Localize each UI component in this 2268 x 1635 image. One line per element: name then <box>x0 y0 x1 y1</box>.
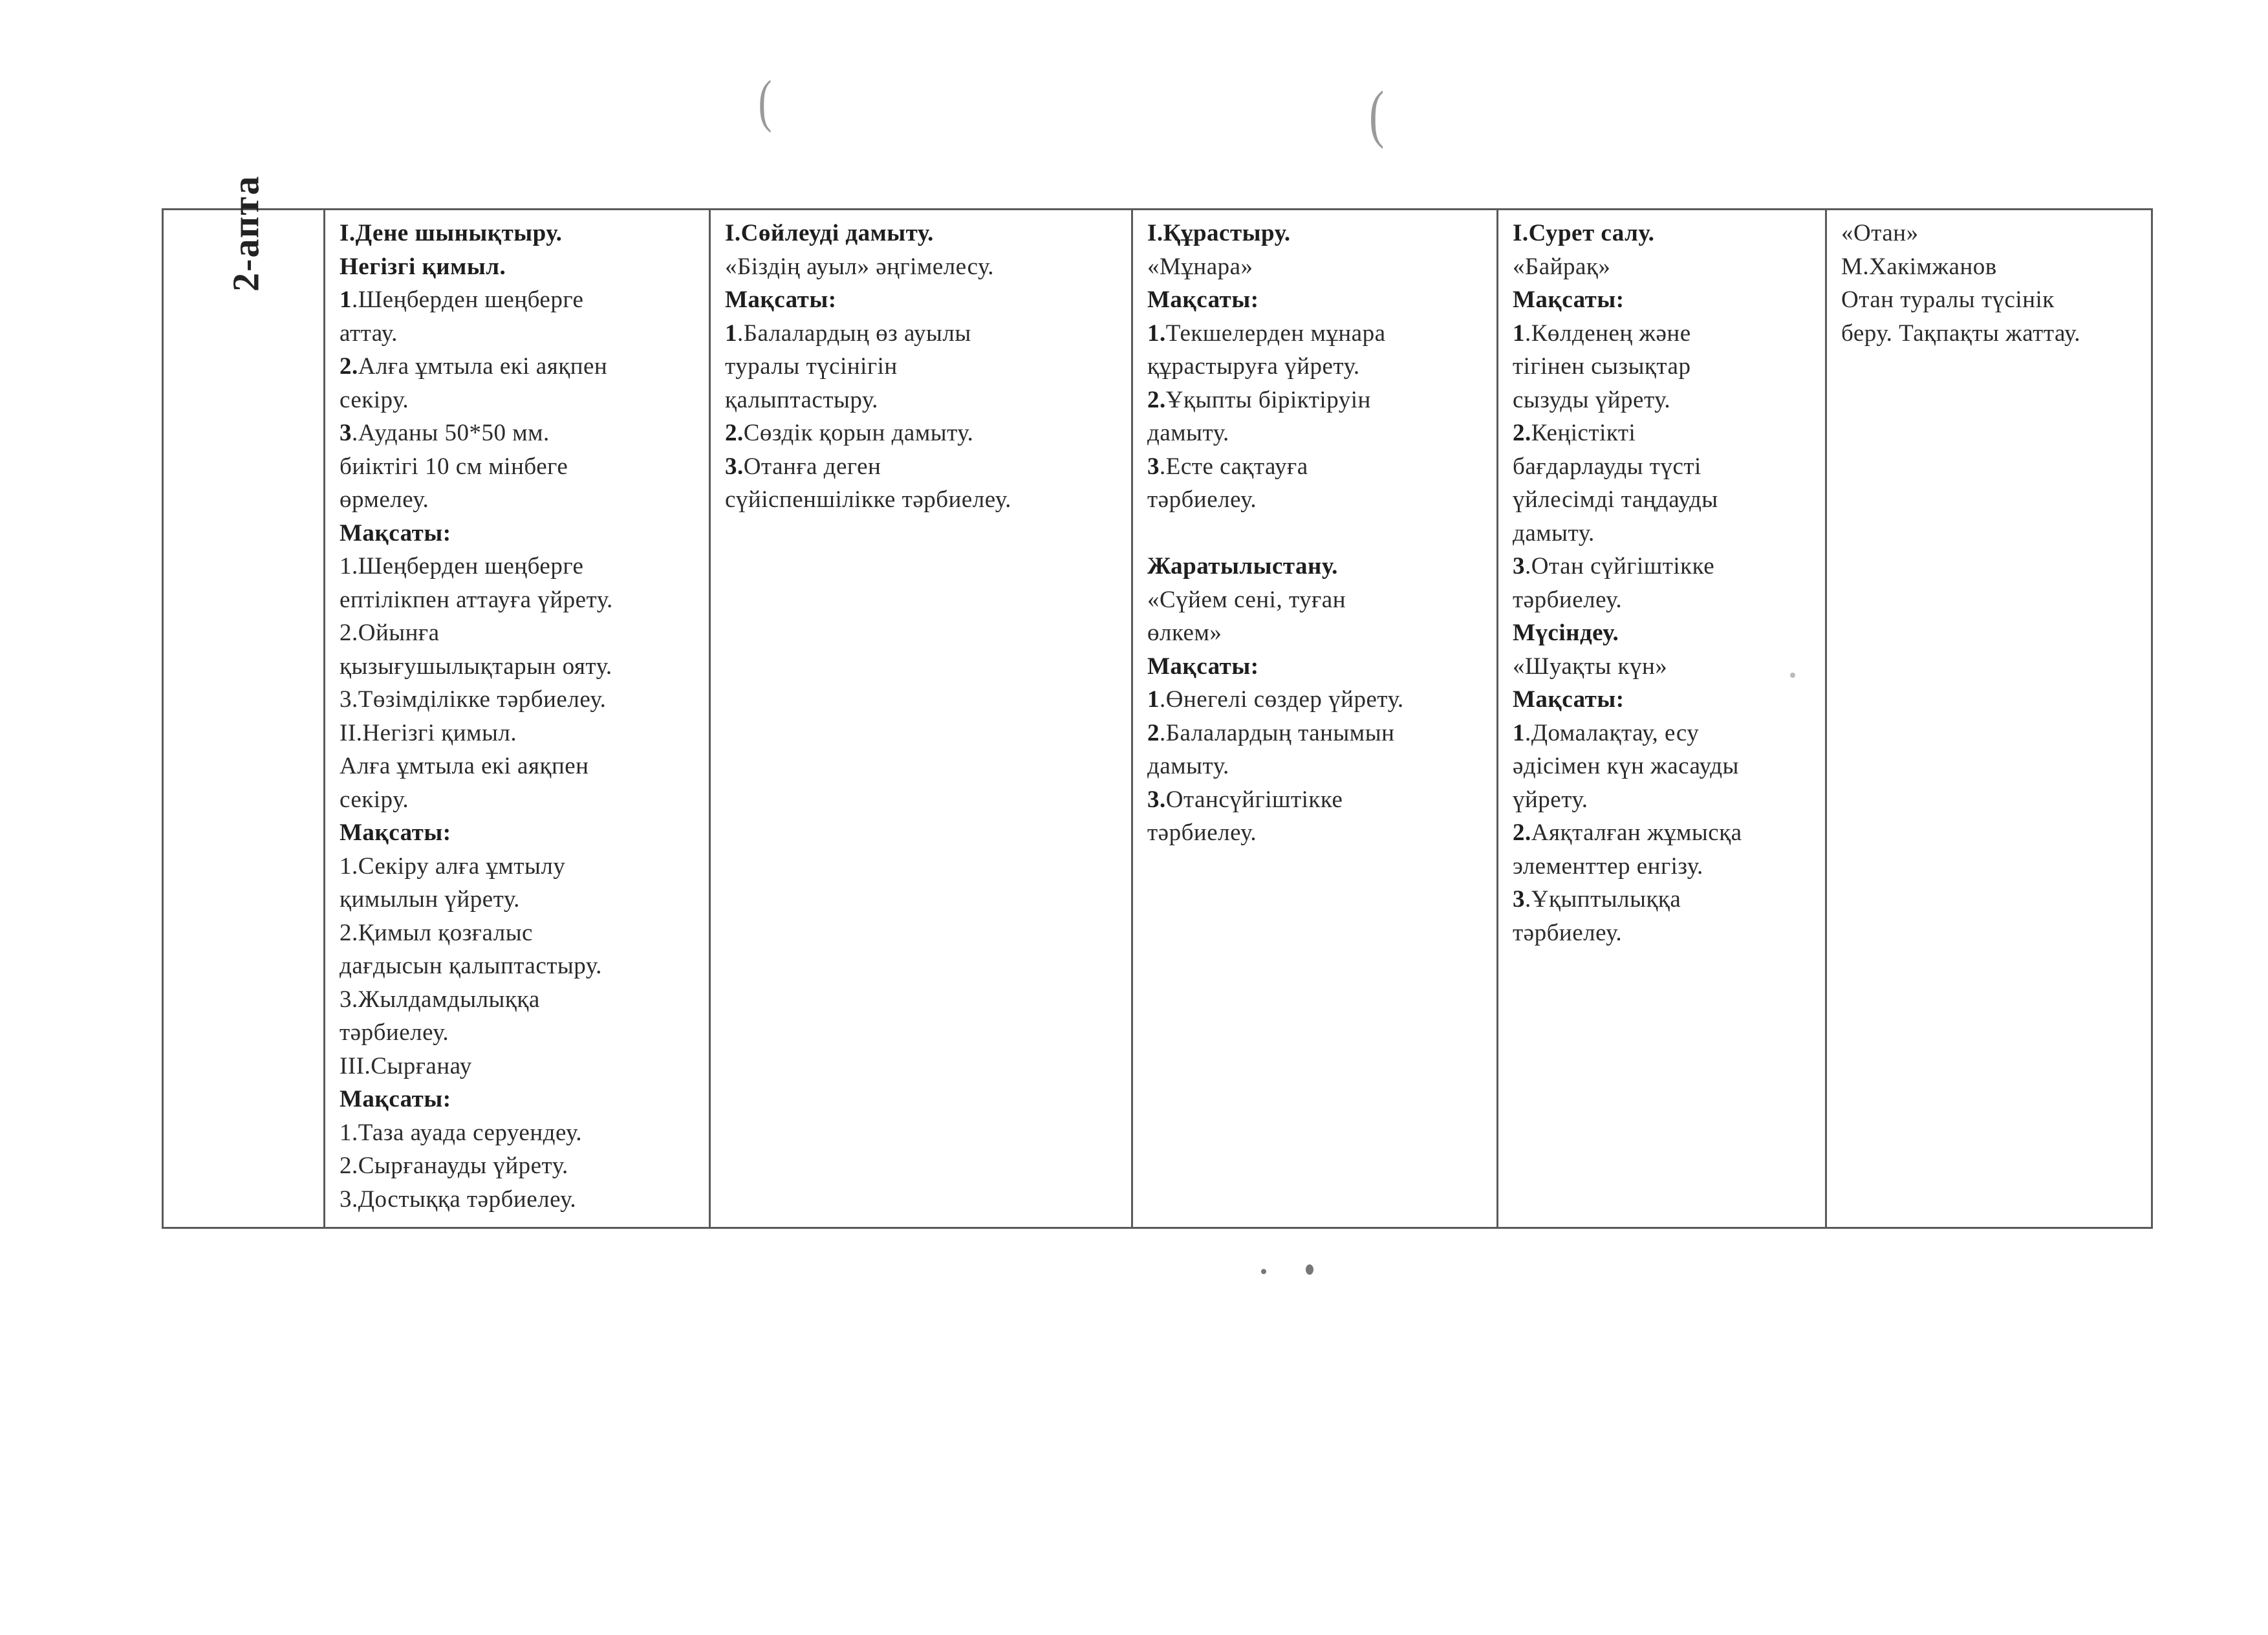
text: 3.Жылдамдылыққа <box>340 986 540 1013</box>
bold-text: 2. <box>1513 819 1531 846</box>
text-line <box>1513 517 1816 550</box>
text-line <box>1513 283 1816 317</box>
text: өрмелеу. <box>340 486 429 513</box>
bold-text: Негізгі қимыл. <box>340 253 506 280</box>
text: тәрбиелеу. <box>1147 819 1257 846</box>
text-line <box>1513 450 1816 484</box>
text: бағдарлауды түсті <box>1513 453 1701 480</box>
bold-text: 2. <box>340 353 358 380</box>
bold-text: I.Сөйлеуді дамыту. <box>725 220 934 246</box>
text: Кеңістікті <box>1531 420 1636 446</box>
scan-speck <box>1306 1264 1313 1275</box>
text-line <box>1513 783 1816 817</box>
text-line <box>340 949 700 983</box>
text-line <box>1147 750 1487 783</box>
text-line <box>340 550 700 583</box>
text: 1.Таза ауада серуендеу. <box>340 1119 583 1146</box>
text: 3.Достыққа тәрбиелеу. <box>340 1186 577 1213</box>
text-line <box>1513 483 1816 517</box>
text: .Отан сүйгіштікке <box>1525 553 1715 579</box>
bold-text: 1. <box>1147 319 1166 347</box>
text: 1.Секіру алға ұмтылу <box>340 852 566 880</box>
text-line <box>725 317 1122 351</box>
text-line <box>1513 250 1816 284</box>
bold-text: Мақсаты: <box>1147 653 1259 680</box>
text: Сөздік қорын дамыту. <box>743 420 974 446</box>
table-row <box>163 210 2152 1228</box>
text-line <box>1513 816 1816 850</box>
bold-text: 3 <box>1513 886 1525 913</box>
text: «Мұнара» <box>1147 253 1253 280</box>
text: тәрбиелеу. <box>1513 586 1623 613</box>
text: М.Хакімжанов <box>1841 253 1997 280</box>
text: II.Негізгі қимыл. <box>340 719 517 746</box>
text-line <box>340 417 700 450</box>
text-line <box>725 417 1122 450</box>
text-line <box>1513 384 1816 417</box>
text-line <box>340 650 700 684</box>
text-line <box>340 583 700 617</box>
margin-mark: ( <box>1368 78 1385 149</box>
text-line <box>340 616 700 650</box>
text: құрастыруға үйрету. <box>1147 353 1360 380</box>
text: Текшелерден мұнара <box>1165 319 1386 347</box>
text-line <box>1513 317 1816 351</box>
bold-text: 2. <box>1147 386 1166 413</box>
text-line <box>340 783 700 817</box>
text-line <box>1147 616 1487 650</box>
text: «Шуақты күн» <box>1513 653 1668 680</box>
text-line <box>340 483 700 517</box>
text: тәрбиелеу. <box>340 1019 449 1046</box>
text-line <box>340 1149 700 1183</box>
text-line <box>725 384 1122 417</box>
text-line <box>340 283 700 317</box>
text: .Көлденең және <box>1525 319 1691 347</box>
text: .Шеңберден шеңберге <box>352 287 584 313</box>
bold-text: Мақсаты: <box>340 1086 451 1112</box>
bold-text: 1 <box>340 287 352 313</box>
text-line <box>1513 217 1816 250</box>
week-cell <box>163 175 325 1228</box>
text: туралы түсінігін <box>725 353 898 380</box>
bold-text: Жаратылыстану. <box>1147 553 1338 579</box>
text: Алға ұмтыла екі аяқпен <box>358 353 608 380</box>
text: .Ұқыптылыққа <box>1525 886 1681 913</box>
text-line <box>340 450 700 484</box>
speech-development-cell <box>710 210 1132 1228</box>
bold-text: Мақсаты: <box>725 287 837 313</box>
bold-text: 3 <box>1147 453 1160 480</box>
text: 2.Ойынға <box>340 620 440 646</box>
text-line <box>340 1083 700 1116</box>
text: дамыту. <box>1513 519 1595 547</box>
text-line <box>340 250 700 284</box>
text-line <box>1147 550 1487 583</box>
bold-text: 1 <box>725 319 737 347</box>
text-line <box>340 317 700 351</box>
text: Алға ұмтыла екі аяқпен <box>340 753 589 779</box>
bold-text: I.Құрастыру. <box>1147 220 1291 246</box>
text-line <box>340 683 700 717</box>
bold-text: Мақсаты: <box>1147 287 1259 313</box>
text: Отан туралы түсінік <box>1841 287 2055 313</box>
text-line <box>1841 283 2142 317</box>
text: сүйіспеншілікке тәрбиелеу. <box>725 486 1011 513</box>
text: 1.Шеңберден шеңберге <box>340 553 584 579</box>
bold-text: 3. <box>725 453 744 480</box>
text-line <box>1147 683 1487 717</box>
text-line <box>725 250 1122 284</box>
text-line <box>340 883 700 916</box>
text-line <box>1513 750 1816 783</box>
text: «Біздің ауыл» әңгімелесу. <box>725 253 995 280</box>
text: қимылын үйрету. <box>340 886 520 913</box>
text-line <box>340 350 700 384</box>
text: үйлесімді таңдауды <box>1513 486 1718 513</box>
text-line <box>1513 717 1816 750</box>
scan-speck <box>1261 1269 1266 1274</box>
text-line <box>340 517 700 550</box>
text-line <box>340 916 700 950</box>
text: Ұқыпты біріктіруін <box>1165 386 1371 413</box>
text: Отансүйгіштікке <box>1165 786 1343 813</box>
blank-line <box>1147 517 1487 550</box>
text-line <box>1147 783 1487 817</box>
text-line <box>340 717 700 750</box>
text-line <box>1513 683 1816 717</box>
text: .Домалақтау, есу <box>1525 719 1700 746</box>
construction-cell <box>1132 210 1498 1228</box>
week-label: 2-апта <box>224 175 267 292</box>
text-line <box>725 350 1122 384</box>
text: секіру. <box>340 386 409 413</box>
text: өлкем» <box>1147 620 1222 646</box>
bold-text: 3 <box>340 420 352 446</box>
bold-text: 2. <box>725 420 744 446</box>
text: 2.Қимыл қозғалыс <box>340 919 533 946</box>
text-line <box>1513 883 1816 916</box>
bold-text: 2 <box>1147 719 1160 746</box>
bold-text: 3 <box>1513 553 1525 579</box>
text: .Балалардың өз ауылы <box>737 319 971 347</box>
text: сызуды үйрету. <box>1513 386 1671 413</box>
weekly-plan-table <box>162 175 2153 1229</box>
text: «Отан» <box>1841 220 1919 246</box>
text-line <box>340 1050 700 1083</box>
text-line <box>1513 916 1816 950</box>
text-line <box>1513 417 1816 450</box>
text-line <box>1513 616 1816 650</box>
bold-text: Мақсаты: <box>340 519 451 547</box>
text: биіктігі 10 см мінбеге <box>340 453 568 480</box>
text: беру. Тақпақты жаттау. <box>1841 319 2081 347</box>
text-line <box>1147 350 1487 384</box>
text-line <box>1147 417 1487 450</box>
bold-text: 3. <box>1147 786 1166 813</box>
text: үйрету. <box>1513 786 1588 813</box>
text: дамыту. <box>1147 420 1229 446</box>
text-line <box>340 217 700 250</box>
text: әдісімен күн жасауды <box>1513 753 1739 779</box>
text-line <box>1513 650 1816 684</box>
bold-text: I.Дене шынықтыру. <box>340 220 563 246</box>
bold-text: Мақсаты: <box>340 819 451 846</box>
text-line <box>1841 317 2142 351</box>
text: қалыптастыру. <box>725 386 878 413</box>
text: .Есте сақтауға <box>1160 453 1308 480</box>
text-line <box>1147 384 1487 417</box>
bold-text: I.Сурет салу. <box>1513 220 1655 246</box>
text-line <box>725 450 1122 484</box>
bold-text: Мүсіндеу. <box>1513 620 1619 646</box>
text-line <box>725 483 1122 517</box>
bold-text: Мақсаты: <box>1513 287 1625 313</box>
text: .Өнегелі сөздер үйрету. <box>1160 686 1404 713</box>
text-line <box>1513 350 1816 384</box>
text: элементтер енгізу. <box>1513 852 1703 880</box>
text: «Сүйем сені, туған <box>1147 586 1346 613</box>
poem-cell <box>1826 210 2152 1228</box>
text: .Балалардың танымын <box>1160 719 1395 746</box>
text: III.Сырғанау <box>340 1052 472 1079</box>
drawing-cell <box>1498 210 1826 1228</box>
text-line <box>340 750 700 783</box>
text-line <box>1841 217 2142 250</box>
text-line <box>725 217 1122 250</box>
text-line <box>1513 550 1816 583</box>
text: 3.Төзімділікке тәрбиелеу. <box>340 686 607 713</box>
bold-text: 1 <box>1513 319 1525 347</box>
text-line <box>340 1016 700 1050</box>
text-line <box>340 983 700 1017</box>
text: тәрбиелеу. <box>1513 919 1623 946</box>
physical-education-cell <box>325 210 710 1228</box>
text-line <box>1147 816 1487 850</box>
text-line <box>340 1116 700 1150</box>
bold-text: 1 <box>1147 686 1160 713</box>
text: қызығушылықтарын ояту. <box>340 653 612 680</box>
text-line <box>1147 483 1487 517</box>
margin-mark: ( <box>758 69 772 133</box>
text: тәрбиелеу. <box>1147 486 1257 513</box>
text: Отанға деген <box>743 453 881 480</box>
text: дағдысын қалыптастыру. <box>340 953 602 979</box>
text-line <box>1147 317 1487 351</box>
text: секіру. <box>340 786 409 813</box>
text: «Байрақ» <box>1513 253 1611 280</box>
text-line <box>1147 583 1487 617</box>
bold-text: 1 <box>1513 719 1525 746</box>
bold-text: Мақсаты: <box>1513 686 1625 713</box>
text-line <box>1147 450 1487 484</box>
bold-text: 2. <box>1513 420 1531 446</box>
text-line <box>1147 250 1487 284</box>
text-line <box>1147 650 1487 684</box>
text: Аяқталған жұмысқа <box>1531 819 1742 846</box>
text-line <box>1841 250 2142 284</box>
text: дамыту. <box>1147 753 1229 779</box>
text-line <box>340 850 700 883</box>
text-line <box>340 384 700 417</box>
text-line <box>340 816 700 850</box>
text-line <box>1147 717 1487 750</box>
text: 2.Сырғанауды үйрету. <box>340 1153 568 1179</box>
text-line <box>1513 583 1816 617</box>
text-line <box>340 1183 700 1217</box>
text-line <box>1147 217 1487 250</box>
text-line <box>725 283 1122 317</box>
text-line <box>1513 850 1816 883</box>
text: ептілікпен аттауға үйрету. <box>340 586 613 613</box>
text: аттау. <box>340 319 398 347</box>
text: тігінен сызықтар <box>1513 353 1691 380</box>
text: .Ауданы 50*50 мм. <box>352 420 550 446</box>
text-line <box>1147 283 1487 317</box>
